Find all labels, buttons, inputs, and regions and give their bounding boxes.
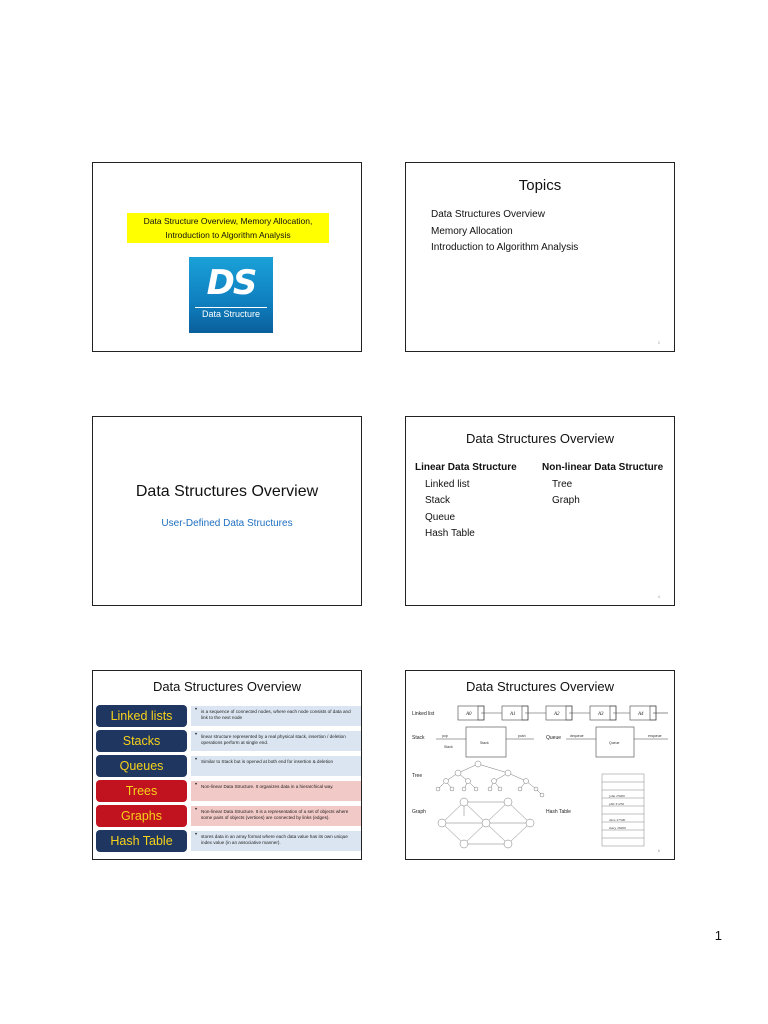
queue-box-label: Queue (609, 741, 620, 745)
list-node-label: A3 (598, 712, 604, 717)
linear-heading: Linear Data Structure (415, 462, 517, 473)
slide-2-number: 2 (657, 340, 660, 345)
list-node-label: A0 (466, 712, 472, 717)
stack-push-label: push (518, 734, 526, 738)
hash-entry: mary 28200 (609, 826, 626, 830)
stacks-label: Stacks (96, 730, 187, 752)
tree-label: Tree (412, 773, 423, 779)
ds-logo-subtext: Data Structure (195, 307, 267, 319)
topics-list (431, 207, 578, 257)
linear-structures-list (415, 460, 517, 543)
slide-4-number: 4 (657, 594, 660, 599)
trees-label: Trees (96, 780, 187, 802)
stack-pop-label: pop (442, 734, 448, 738)
stack-box-label: Stack (480, 741, 489, 745)
nonlinear-structures-list (542, 460, 663, 510)
highlight-line-1: Data Structure Overview, Memory Allocation, (143, 216, 313, 226)
ds-logo-text: DS (206, 263, 256, 303)
nonlinear-item: Tree (552, 478, 573, 490)
slide-6-title: Data Structures Overview (465, 679, 615, 694)
topic-item: Memory Allocation (431, 225, 513, 237)
slide-4-title: Data Structures Overview (465, 431, 615, 446)
linked-list-label: Linked list (412, 711, 435, 717)
slide-5 (92, 670, 362, 860)
queue-dequeue-label: dequeue (570, 734, 584, 738)
linear-item: Queue (425, 511, 456, 523)
nonlinear-heading: Non-linear Data Structure (542, 462, 664, 473)
stack-label: Stack (412, 735, 425, 741)
slide-5-title: Data Structures Overview (152, 679, 302, 694)
slide-6-number: 6 (657, 848, 660, 853)
slide-4 (405, 416, 675, 606)
slide-2 (405, 162, 675, 352)
hash-table-description: • stores data in an array format where each data value has its own unique index value (in an associative manner). (191, 831, 361, 851)
list-node-label: A4 (638, 712, 644, 717)
hash-entry: john 25000 (609, 794, 625, 798)
queues-description: • Similar to Stack but is opened at both end for insertion & deletion (191, 756, 361, 776)
list-node-label: A2 (554, 712, 560, 717)
stacks-description: • linear structure represented by a real physical stack, insertion / deletion operations perform at single end. (191, 731, 361, 751)
tree-diagram (436, 761, 544, 797)
graph-label: Graph (412, 809, 426, 815)
stack-top-label: Stack (444, 745, 453, 749)
linked-list-diagram (458, 706, 668, 720)
ds-logo (189, 257, 273, 333)
hash-table-label: Hash Table (96, 830, 187, 852)
hash-table-diagram-label: Hash Table (546, 809, 571, 815)
page-number: 1 (714, 928, 722, 943)
list-node-label: A1 (510, 712, 516, 717)
slide-3 (92, 416, 362, 606)
slide-3-title: Data Structures Overview (135, 483, 319, 500)
slide-3-subtitle: User-Defined Data Structures (161, 518, 293, 529)
linear-item: Stack (425, 495, 451, 506)
linear-item: Hash Table (425, 528, 475, 539)
graphs-label: Graphs (96, 805, 187, 827)
trees-description: • Non-linear Data Structure. It organizes data in a hierarchical way. (191, 781, 361, 801)
queues-label: Queues (96, 755, 187, 777)
slide-6 (405, 670, 675, 860)
hash-table-diagram (602, 774, 644, 846)
queue-enqueue-label: enqueue (648, 734, 662, 738)
topic-item: Data Structures Overview (431, 209, 545, 220)
slide-2-title: Topics (518, 177, 562, 194)
highlight-line-2: Introduction to Algorithm Analysis (165, 230, 291, 240)
slide-1 (92, 162, 362, 352)
data-structure-diagrams (406, 671, 676, 861)
linear-item: Linked list (425, 478, 470, 490)
hash-entry: phil 31250 (609, 802, 625, 806)
queue-label: Queue (546, 735, 562, 741)
hash-entry: dave 27500 (609, 818, 626, 822)
linked-lists-description: • is a sequence of connected nodes, where each node consists of data and link to the next node (191, 706, 361, 726)
nonlinear-item: Graph (552, 495, 580, 506)
linked-lists-label: Linked lists (96, 705, 187, 727)
graph-diagram (438, 798, 534, 848)
graphs-description: • Non-linear Data Structure. It is a representation of a set of objects where some pairs of objects (vertices) are connected by links (edges). (191, 806, 361, 826)
topic-item: Introduction to Algorithm Analysis (431, 242, 579, 253)
slide-1-highlight-title (127, 213, 329, 243)
